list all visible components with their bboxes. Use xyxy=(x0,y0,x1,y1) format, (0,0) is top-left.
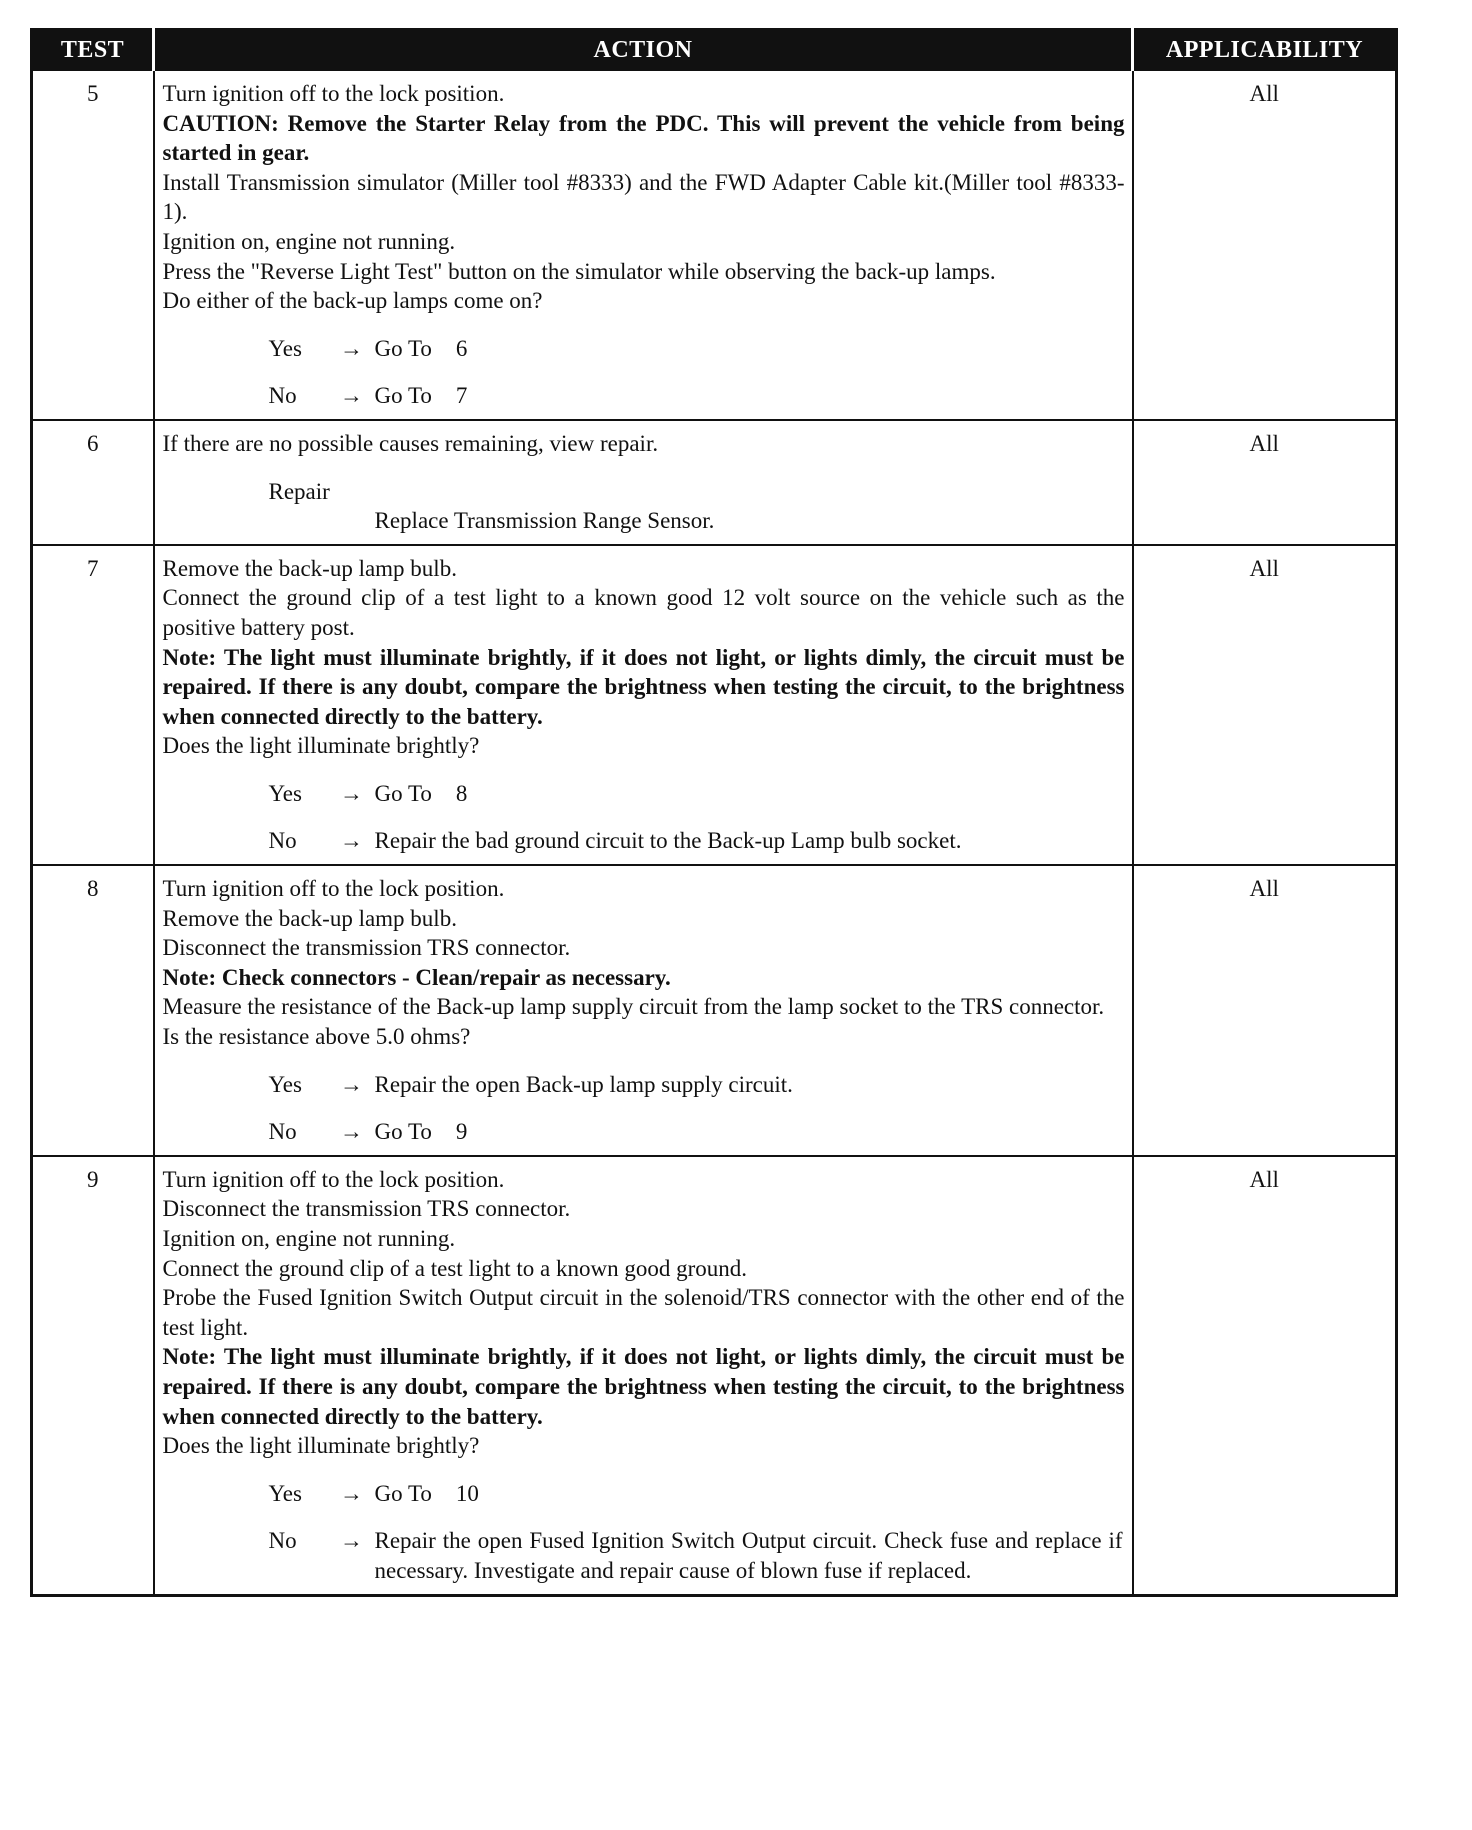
no-branch xyxy=(269,381,1125,411)
question-line: Does the light illuminate brightly? xyxy=(162,1433,480,1459)
action-line: Turn ignition off to the lock position. xyxy=(162,81,505,106)
action-line: Connect the ground clip of a test light to a known good 12 volt source on the vehicle such as the positive battery post. xyxy=(162,585,1125,640)
action-line: If there are no possible causes remaining, view repair. xyxy=(162,430,659,456)
goto-target: 10 xyxy=(455,1480,479,1506)
action-line: Connect the ground clip of a test light to a known good ground. xyxy=(162,1255,747,1281)
test-row-6 xyxy=(32,420,1397,545)
goto-target: 8 xyxy=(455,780,468,806)
test-row-9 xyxy=(32,1156,1397,1595)
arrow-icon: → xyxy=(340,1528,363,1554)
arrow-icon: → xyxy=(340,828,363,854)
repair-label: Repair xyxy=(268,478,330,504)
repair-instruction: Repair the open Back-up lamp supply circuit. xyxy=(374,1071,793,1097)
diagnostic-test-table xyxy=(30,28,1398,1597)
question-line: Do either of the back-up lamps come on? xyxy=(162,288,543,314)
no-branch xyxy=(269,826,1125,856)
test-number: 9 xyxy=(32,1156,154,1595)
test-row-7 xyxy=(32,545,1397,865)
goto-target: 6 xyxy=(455,335,468,361)
goto-target: 7 xyxy=(455,383,468,409)
test-row-8 xyxy=(32,865,1397,1156)
action-line: Disconnect the transmission TRS connector. xyxy=(162,935,571,961)
action-line: Measure the resistance of the Back-up lamp supply circuit from the lamp socket to the TRS connector. xyxy=(162,994,1105,1020)
test-number: 7 xyxy=(32,545,154,865)
diagnostic-test-document xyxy=(30,28,1395,1597)
no-label: No xyxy=(268,828,297,854)
test-number: 6 xyxy=(32,420,154,545)
no-label: No xyxy=(268,1119,297,1145)
arrow-icon: → xyxy=(340,780,363,806)
repair-text: Replace Transmission Range Sensor. xyxy=(374,508,715,534)
yes-branch xyxy=(269,1479,1125,1509)
action-line: Turn ignition off to the lock position. xyxy=(162,1166,505,1192)
test-number: 8 xyxy=(32,865,154,1156)
applicability-value: All xyxy=(1133,70,1397,420)
action-line: Probe the Fused Ignition Switch Output circuit in the solenoid/TRS connector with the other end of the test light. xyxy=(162,1285,1125,1340)
action-line: Remove the back-up lamp bulb. xyxy=(162,905,457,931)
no-label: No xyxy=(268,383,297,409)
action-cell xyxy=(154,865,1133,1156)
arrow-icon: → xyxy=(340,1480,363,1506)
repair-instruction: Repair the bad ground circuit to the Back-up Lamp bulb socket. xyxy=(374,828,962,854)
yes-label: Yes xyxy=(268,1480,302,1506)
action-line: Press the "Reverse Light Test" button on the simulator while observing the back-up lamps. xyxy=(162,258,996,284)
applicability-value: All xyxy=(1133,1156,1397,1595)
yes-branch xyxy=(269,1070,1125,1100)
arrow-icon: → xyxy=(340,383,363,409)
arrow-icon: → xyxy=(340,335,363,361)
no-branch xyxy=(269,1117,1125,1147)
test-row-5 xyxy=(32,70,1397,420)
action-line: Ignition on, engine not running. xyxy=(162,1226,456,1251)
action-line: Install Transmission simulator (Miller tool #8333) and the FWD Adapter Cable kit.(Miller tool #8333-1). xyxy=(162,169,1125,225)
goto-target: 9 xyxy=(455,1119,468,1145)
note-text: Note: Check connectors - Clean/repair as necessary. xyxy=(162,964,671,990)
question-line: Does the light illuminate brightly? xyxy=(162,733,480,759)
yes-label: Yes xyxy=(268,335,302,361)
goto-label: Go To xyxy=(374,1480,432,1506)
action-cell xyxy=(154,70,1133,420)
applicability-value: All xyxy=(1133,420,1397,545)
arrow-icon: → xyxy=(340,1071,363,1097)
goto-label: Go To xyxy=(374,1119,432,1145)
goto-label: Go To xyxy=(374,383,432,409)
yes-branch xyxy=(269,334,1125,364)
action-line: Disconnect the transmission TRS connector. xyxy=(162,1196,571,1222)
no-branch xyxy=(269,1526,1125,1585)
repair-instruction: Repair the open Fused Ignition Switch Output circuit. Check fuse and replace if necessary. Investigate and repair cause of blown fuse if replaced. xyxy=(374,1528,1123,1583)
yes-branch xyxy=(269,779,1125,809)
header-applicability: APPLICABILITY xyxy=(1133,30,1397,71)
header-action: ACTION xyxy=(154,30,1133,71)
arrow-icon: → xyxy=(340,1119,363,1145)
yes-label: Yes xyxy=(268,780,302,806)
action-cell xyxy=(154,420,1133,545)
applicability-value: All xyxy=(1133,545,1397,865)
header-test: TEST xyxy=(32,30,154,71)
note-text: Note: The light must illuminate brightly, if it does not light, or lights dimly, the circuit must be repaired. If there is any doubt, compare the brightness when testing the circuit, to the brightness when connected directly to the battery. xyxy=(162,1344,1125,1429)
action-line: Remove the back-up lamp bulb. xyxy=(162,555,457,581)
table-header-row xyxy=(32,30,1397,71)
applicability-value: All xyxy=(1133,865,1397,1156)
goto-label: Go To xyxy=(374,335,432,361)
caution-note: CAUTION: Remove the Starter Relay from the PDC. This will prevent the vehicle from being started in gear. xyxy=(162,110,1125,166)
no-label: No xyxy=(268,1528,297,1554)
yes-label: Yes xyxy=(268,1071,302,1097)
action-line: Turn ignition off to the lock position. xyxy=(162,876,505,902)
action-line: Ignition on, engine not running. xyxy=(162,228,456,254)
note-text: Note: The light must illuminate brightly, if it does not light, or lights dimly, the circuit must be repaired. If there is any doubt, compare the brightness when testing the circuit, to the brightness when connected directly to the battery. xyxy=(162,644,1125,729)
action-cell xyxy=(154,1156,1133,1595)
test-number: 5 xyxy=(32,70,154,420)
action-cell xyxy=(154,545,1133,865)
goto-label: Go To xyxy=(374,780,432,806)
question-line: Is the resistance above 5.0 ohms? xyxy=(162,1024,471,1050)
